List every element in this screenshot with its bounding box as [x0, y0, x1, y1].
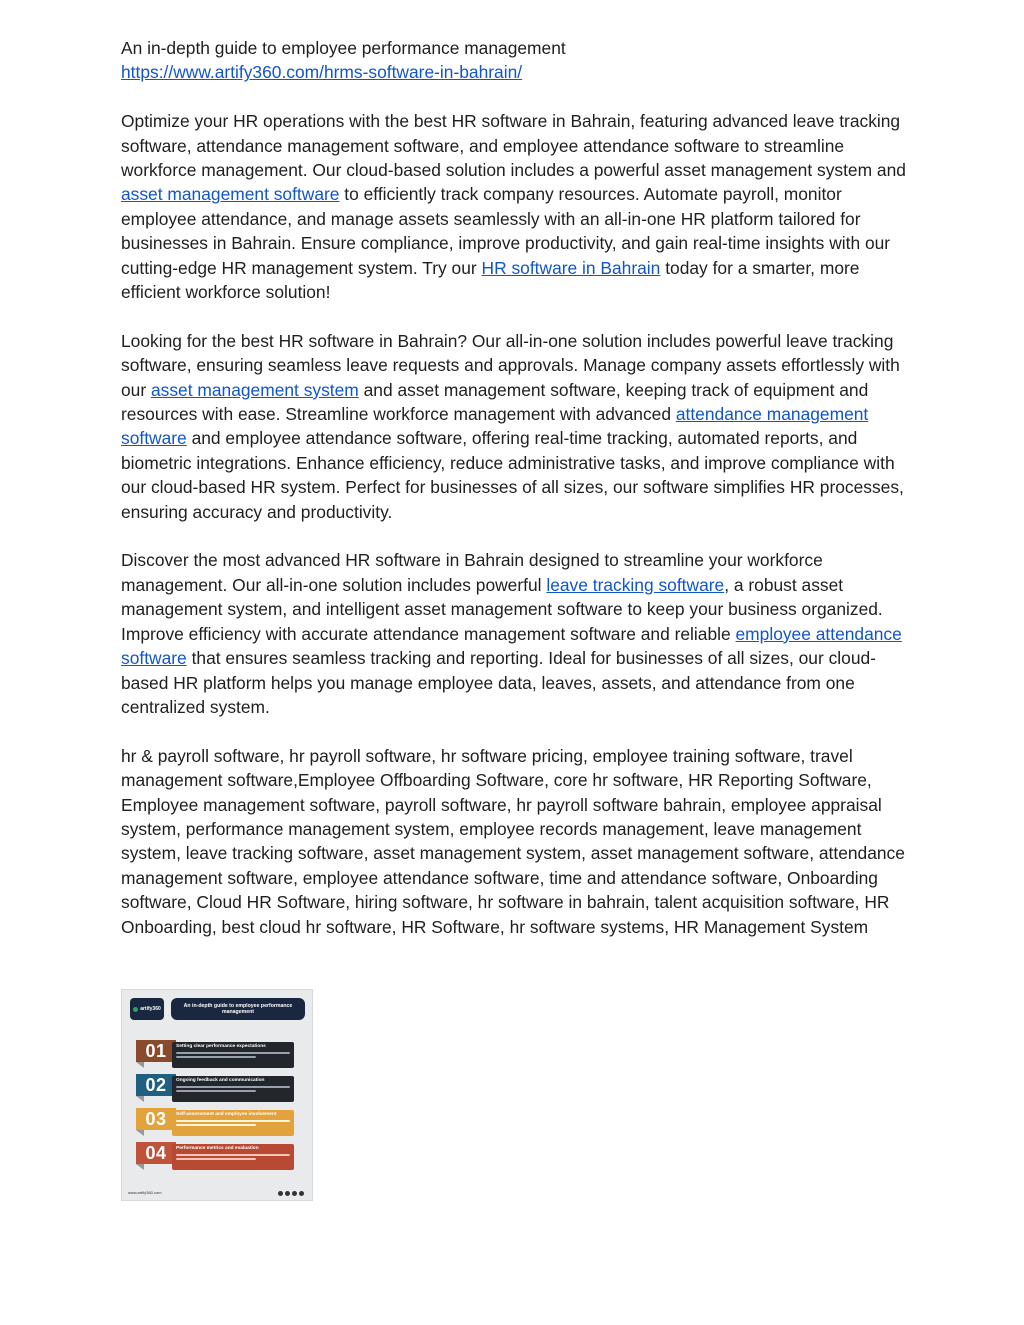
infographic-step [136, 1040, 298, 1070]
step-card [172, 1042, 294, 1068]
paragraph-1-text-a: Optimize your HR operations with the best HR software in Bahrain, featuring advanced leave tracking software, attendance management software, and employee attendance software to streamline workforce management. Our cloud-based solution includes a powerful asset management system and [121, 111, 906, 181]
paragraph-3-text-b: , a robust asset management system, and intelligent asset management software to keep your business organized. Improve efficiency with accurate attendance management software and reliable [121, 574, 883, 644]
step-title: Self-assessment and employee involvement [176, 1112, 277, 1117]
source-url-link[interactable]: https://www.artify360.com/hrms-software-in-bahrain/ [121, 62, 523, 83]
instagram-icon [285, 1191, 290, 1196]
attendance-management-software-link[interactable]: attendance management software [121, 404, 869, 449]
paragraph-3-text-c: that ensures seamless tracking and reporting. Ideal for businesses of all sizes, our cloud-based HR platform helps you manage employee data, leaves, assets, and attendance from one centralized system. [121, 648, 876, 717]
asset-management-software-link[interactable]: asset management software [121, 184, 340, 205]
infographic-step [136, 1074, 298, 1104]
youtube-icon [299, 1191, 304, 1196]
step-number: 01 [136, 1040, 176, 1062]
document-body [121, 36, 911, 939]
paragraph-3-text-a: Discover the most advanced HR software in Bahrain designed to streamline your workforce management. Our all-in-one solution includes powerful [121, 550, 823, 595]
paragraph-2 [121, 329, 911, 524]
step-number: 02 [136, 1074, 176, 1096]
facebook-icon [278, 1191, 283, 1196]
brand-logo [130, 998, 164, 1020]
step-card [172, 1110, 294, 1136]
brand-logo-text: artify360 [140, 1006, 161, 1012]
step-title: Performance metrics and evaluation [176, 1146, 259, 1151]
step-card [172, 1144, 294, 1170]
social-icons [278, 1191, 304, 1196]
step-title: Ongoing feedback and communication [176, 1078, 265, 1083]
paragraph-3 [121, 548, 911, 719]
step-card [172, 1076, 294, 1102]
step-number: 03 [136, 1108, 176, 1130]
paragraph-2-text-b: and asset management software, keeping track of equipment and resources with ease. Streamline workforce management with advanced [121, 379, 869, 425]
twitter-icon [292, 1191, 297, 1196]
infographic-step [136, 1142, 298, 1172]
step-title: Setting clear performance expectations [176, 1044, 266, 1049]
leave-tracking-software-link[interactable]: leave tracking software [546, 574, 725, 595]
document-heading: An in-depth guide to employee performance management [121, 38, 566, 58]
step-number: 04 [136, 1142, 176, 1164]
asset-management-system-link[interactable]: asset management system [150, 379, 359, 400]
hr-software-in-bahrain-link[interactable]: HR software in Bahrain [481, 257, 661, 278]
paragraph-1-text-c: today for a smarter, more efficient workforce solution! [121, 257, 860, 303]
employee-attendance-software-link[interactable]: employee attendance software [121, 623, 902, 669]
paragraph-2-text-a: Looking for the best HR software in Bahrain? Our all-in-one solution includes powerful leave tracking software, ensuring seamless leave requests and approvals. Manage company assets effortlessly with our [121, 330, 900, 400]
paragraph-2-text-c: and employee attendance software, offering real-time tracking, automated reports, and biometric integrations. Enhance efficiency, reduce administrative tasks, and improve compliance with our cloud-based HR system. Perfect for businesses of all sizes, our software simplifies HR processes, ensuring accuracy and productivity. [121, 428, 904, 522]
infographic-title: An in-depth guide to employee performance management [171, 998, 305, 1020]
paragraph-1 [121, 109, 911, 304]
keywords-paragraph: hr & payroll software, hr payroll software, hr software pricing, employee training software, travel management software,Employee Offboarding Software, core hr software, HR Reporting Software, Employee management software, payroll software, hr payroll software bahrain, employee appraisal system, performance management system, employee records management, leave management system, leave tracking software, asset management system, asset management software, attendance management software, employee attendance software, time and attendance software, Onboarding software, Cloud HR Software, hiring software, hr software in bahrain, talent acquisition software, HR Onboarding, best cloud hr software, HR Software, hr software systems, HR Management System [121, 745, 905, 937]
infographic-footer: www.artify360.com [128, 1190, 162, 1195]
infographic-image [121, 989, 313, 1201]
paragraph-1-text-b: to efficiently track company resources. Automate payroll, monitor employee attendance, and manage assets seamlessly with an all-in-one HR platform tailored for businesses in Bahrain. Ensure compliance, improve productivity, and gain real-time insights with our cutting-edge HR management system. Try our [121, 184, 891, 278]
infographic-step [136, 1108, 298, 1138]
